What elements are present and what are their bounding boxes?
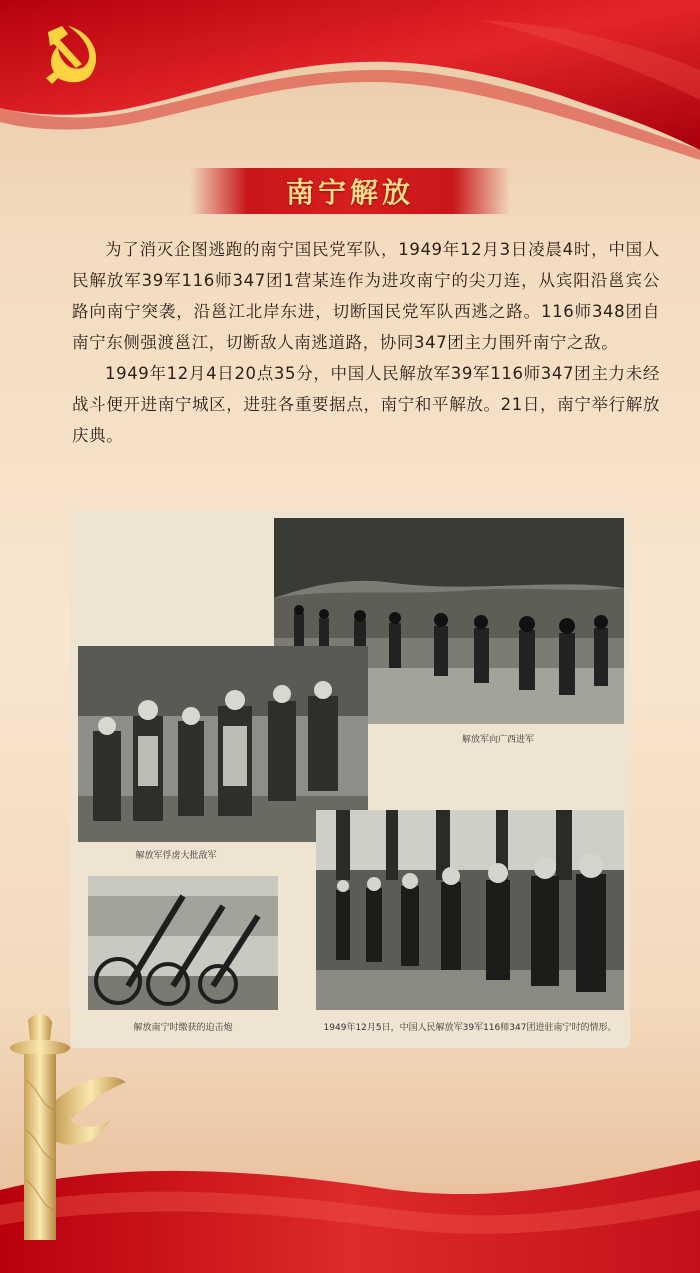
caption-captured-mortars: 解放南宁时缴获的迫击炮	[133, 1023, 233, 1033]
top-red-ribbon	[0, 0, 700, 170]
photo-panel	[70, 510, 630, 1048]
paragraph-1: 为了消灭企图逃跑的南宁国民党军队，1949年12月3日凌晨4时，中国人民解放军39军116师347团1营某连作为进攻南宁的尖刀连，从宾阳沿邕宾公路向南宁突袭，沿邕江北岸东进，切断国民党军队西逃之路。116师348团自南宁东侧强渡邕江，切断敌人南逃道路，协同347团主力围歼南宁之敌。	[72, 240, 660, 352]
caption-march-guangxi: 解放军向广西进军	[461, 735, 535, 745]
article-body	[72, 234, 660, 451]
photo-captured-mortars	[88, 876, 278, 1010]
huabiao-pillar-icon	[0, 1010, 140, 1240]
caption-captured-enemies: 解放军俘虏大批敌军	[135, 851, 217, 861]
paragraph-2: 1949年12月4日20点35分，中国人民解放军39军116师347团主力未经战斗便开进南宁城区，进驻各重要据点，南宁和平解放。21日，南宁举行解放庆典。	[72, 364, 660, 445]
photo-enter-nanning	[316, 810, 624, 1010]
caption-enter-nanning: 1949年12月5日，中国人民解放军39军116师347团进驻南宁时的情形。	[323, 1023, 617, 1033]
title-banner	[190, 168, 510, 214]
page-title: 南宁解放	[285, 176, 414, 209]
